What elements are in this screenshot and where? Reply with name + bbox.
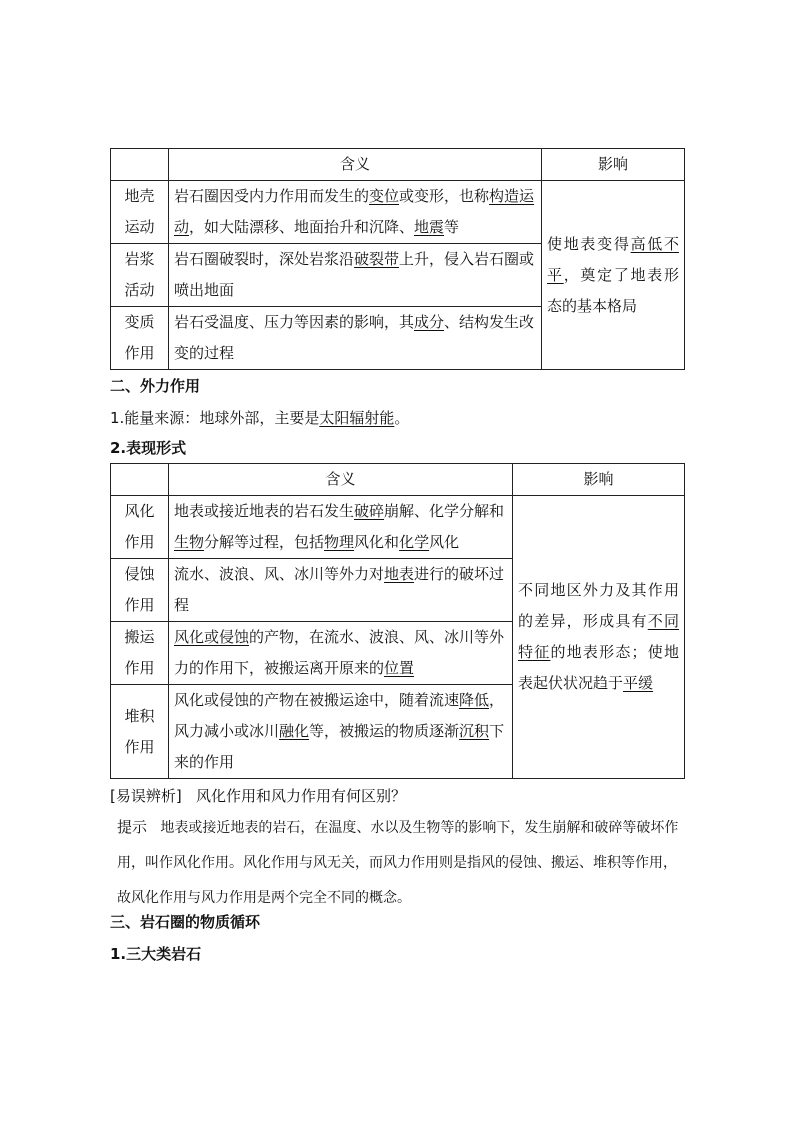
text: 的产物，在流水、波浪、风、冰川等外力的作用下，被搬运离开原来的 <box>174 628 505 677</box>
row-name <box>111 559 169 622</box>
row-name <box>111 307 169 370</box>
header-meaning: 含义 <box>169 464 513 496</box>
header-blank <box>111 149 169 181</box>
effect-cell <box>542 181 685 370</box>
pitfall-question <box>110 786 406 806</box>
underlined-term: 成分 <box>414 313 445 331</box>
text: 、结构发生改变的过程 <box>174 313 535 362</box>
text: ，如大陆漂移、地面抬升和沉降、 <box>189 218 415 236</box>
text: 下来的作用 <box>174 722 505 771</box>
text: 岩石圈因受内力作用而发生的 <box>174 187 370 205</box>
row-name-text: 岩浆活动 <box>124 250 155 299</box>
row-name-text: 侵蚀作用 <box>124 565 155 614</box>
header-blank <box>111 464 169 496</box>
underlined-term: 物理 <box>324 533 355 551</box>
underlined-term: 沉积 <box>459 722 490 740</box>
underlined-term: 位置 <box>384 659 415 677</box>
hint-paragraph <box>117 810 687 916</box>
text: 分解等过程，包括 <box>204 533 325 551</box>
text: 或变形，也称 <box>399 187 490 205</box>
row-name <box>111 244 169 307</box>
header-effect: 影响 <box>513 464 685 496</box>
row-name-text: 风化作用 <box>124 502 155 551</box>
row-name-text: 堆积作用 <box>124 706 155 756</box>
text: 风化 <box>429 533 460 551</box>
section-heading: 三、岩石圈的物质循环 <box>110 913 261 931</box>
row-name-text: 地壳运动 <box>124 187 155 236</box>
underlined-term: 化学 <box>399 533 430 551</box>
text: 等 <box>444 218 460 236</box>
row-name <box>111 181 169 244</box>
underlined-term: 构造运动 <box>174 187 535 236</box>
underlined-term: 破碎 <box>354 502 385 520</box>
underlined-term: 破裂带 <box>354 250 400 268</box>
text: 。 <box>394 409 410 427</box>
row-name <box>111 685 169 779</box>
subsection-heading: 1.三大类岩石 <box>110 945 202 963</box>
underlined-term: 不同特征 <box>518 612 679 661</box>
underlined-term: 高低不平 <box>547 234 679 284</box>
text: ，奠定了地表形态的基本格局 <box>547 265 679 315</box>
text: 上升，侵入岩石圈或喷出地面 <box>174 250 535 299</box>
underlined-term: 变位 <box>369 187 400 205</box>
row-meaning <box>169 685 513 779</box>
energy-source-line <box>110 408 409 428</box>
question-text: 风化作用和风力作用有何区别？ <box>196 787 407 805</box>
row-meaning <box>169 559 513 622</box>
row-name <box>111 622 169 685</box>
header-effect: 影响 <box>542 149 685 181</box>
table-row <box>111 496 685 559</box>
text: 进行的破坏过程 <box>174 565 505 614</box>
text: 等，被搬运的物质逐渐 <box>309 722 460 740</box>
text: 地球外部，主要是 <box>199 409 320 427</box>
row-name-text: 变质作用 <box>124 313 155 362</box>
text: 岩石受温度、压力等因素的影响，其 <box>174 313 415 331</box>
hint-label: 提示 <box>117 818 148 836</box>
row-name-text: 搬运作用 <box>124 628 155 677</box>
pitfall-tag: [易误辨析] <box>110 787 182 805</box>
text: ，风力减小或冰川 <box>174 691 505 740</box>
text: 不同地区外力及其作用的差异，形成具有 <box>518 581 679 630</box>
underlined-term: 平缓 <box>623 674 654 692</box>
text: 1.能量来源： <box>110 409 200 427</box>
effect-cell <box>513 496 685 779</box>
row-meaning <box>169 244 542 307</box>
row-meaning <box>169 307 542 370</box>
underlined-term: 地表 <box>384 565 415 583</box>
underlined-term: 降低 <box>459 691 490 709</box>
table-header-row <box>111 149 685 181</box>
text: 风化和 <box>354 533 400 551</box>
text: 崩解、化学分解和 <box>384 502 505 520</box>
underlined-term: 生物 <box>174 533 205 551</box>
text: 使地表变得 <box>547 234 631 253</box>
underlined-term: 融化 <box>279 722 310 740</box>
text: 岩石圈破裂时，深处岩浆沿 <box>174 250 355 268</box>
text: 风化或侵蚀的产物在被搬运途中，随着流速 <box>174 691 460 709</box>
row-meaning <box>169 496 513 559</box>
underlined-term: 风化或侵蚀 <box>174 628 250 646</box>
text: 地表或接近地表的岩石发生 <box>174 502 355 520</box>
row-meaning <box>169 622 513 685</box>
underlined-term: 地震 <box>414 218 445 236</box>
text: 流水、波浪、风、冰川等外力对 <box>174 565 385 583</box>
table-header-row <box>111 464 685 496</box>
header-meaning: 含义 <box>169 149 542 181</box>
subsection-heading: 2.表现形式 <box>110 439 187 457</box>
text: 的地表形态；使地表起伏状况趋于 <box>518 643 679 692</box>
hint-text: 地表或接近地表的岩石，在温度、水以及生物等的影响下，发生崩解和破碎等破坏作用，叫作风化作用。风化作用与风无关，而风力作用则是指风的侵蚀、搬运、堆积等作用，故风化作用与风力作用是两个完全不同的概念。 <box>117 820 679 906</box>
row-meaning <box>169 181 542 244</box>
external-force-table <box>110 463 685 779</box>
row-name <box>111 496 169 559</box>
underlined-term: 太阳辐射能 <box>319 409 395 427</box>
table-row <box>111 181 685 244</box>
internal-force-table <box>110 148 685 370</box>
section-heading: 二、外力作用 <box>110 377 201 395</box>
